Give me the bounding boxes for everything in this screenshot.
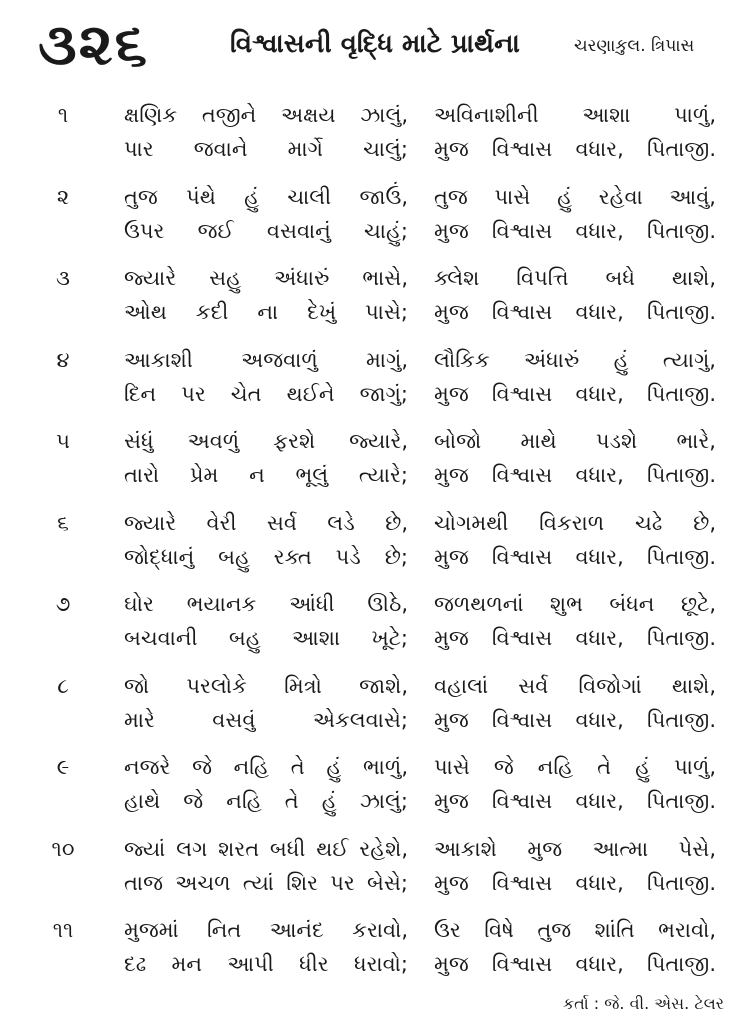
verse-line-first-half: જ્યાં લગ શરત બધી થઈ રહેશે, xyxy=(124,836,408,861)
verse-line xyxy=(0,458,750,492)
verse-line-first-half: જ્યારે વેરી સર્વ લડે છે, xyxy=(124,510,408,535)
verse-line-first-half: ઉપર જઈ વસવાનું ચાહું; xyxy=(124,218,408,243)
verse-number: ૨ xyxy=(56,184,70,209)
verse-line-second-half: લૌકિક અંધારું હું ત્યાગું, xyxy=(434,347,716,372)
verse-line-second-half: વહાલાં સર્વ વિજોગાં થાશે, xyxy=(434,673,716,698)
verse-line-second-half: જળથળનાં શુભ બંધન છૂટે, xyxy=(434,592,716,616)
verse-line-first-half: ઓથ કદી ના દેખું પાસે; xyxy=(124,300,408,324)
verse-line xyxy=(0,587,750,621)
verse-line-first-half: ઘોર ભયાનક આંધી ઊઠે, xyxy=(124,592,408,616)
verse-line xyxy=(0,540,750,574)
verse-line xyxy=(0,947,750,981)
hymn-title: વિશ્વાસની વૃદ્ધિ માટે પ્રાર્થના xyxy=(230,29,520,59)
verse-refrain: મુજ વિશ્વાસ વધાર, પિતાજી. xyxy=(434,626,716,650)
verse-number: ૩ xyxy=(56,266,70,290)
verse-line-first-half: તારો પ્રેમ ન ભૂલું ત્યારે; xyxy=(124,463,408,487)
verse-line xyxy=(0,295,750,329)
verse-refrain: મુજ વિશ્વાસ વધાર, પિતાજી. xyxy=(434,707,716,732)
verse-line xyxy=(0,750,750,784)
verse-line-second-half: આકાશે મુજ આત્મા પેસે, xyxy=(434,836,716,861)
verse-line-first-half: દિન પર ચેત થઈને જાગું; xyxy=(124,381,408,406)
verse-number: ૧ xyxy=(57,103,69,127)
verse-line-second-half: ઉર વિષે તુજ શાંતિ ભરાવો, xyxy=(434,918,716,942)
verse-line-first-half: જો પરલોકે મિત્રો જાશે, xyxy=(124,673,408,698)
verse-line xyxy=(0,343,750,377)
verse-line-first-half: હાથે જે નહિ તે હું ઝાલું; xyxy=(124,789,408,813)
verse-line-first-half: નજરે જે નહિ તે હું ભાળું, xyxy=(124,755,408,779)
verse-line-first-half: આકાશી અજવાળું માગું, xyxy=(124,347,408,372)
verse xyxy=(0,261,750,343)
verse-line xyxy=(0,913,750,947)
verse-number: ૪ xyxy=(56,347,70,372)
hymn-tune: ચરણાકુલ. ત્રિપાસ xyxy=(574,36,695,56)
verse-line-first-half: મુજમાં નિત આનંદ કરાવો, xyxy=(124,918,408,942)
hymn-number: ૩૨૬ xyxy=(38,10,150,78)
verse-line-second-half: ક્લેશ વિપત્તિ બધે થાશે, xyxy=(434,266,716,290)
verse-line-second-half: બોજો માથે પડશે ભારે, xyxy=(434,429,716,453)
verse-line-first-half: ક્ષણિક તજીને અક્ષય ઝાલું, xyxy=(124,103,408,127)
verse-line-first-half: જ્યારે સહુ અંધારું ભાસે, xyxy=(124,266,408,290)
verse-number: ૫ xyxy=(56,429,70,453)
verse-number: ૧૦ xyxy=(51,836,75,861)
verse-line xyxy=(0,98,750,132)
verse-line xyxy=(0,261,750,295)
verse xyxy=(0,424,750,506)
verse-line-first-half: તુજ પંથે હું ચાલી જાઉં, xyxy=(124,184,408,209)
verse-line xyxy=(0,180,750,214)
verse-number: ૭ xyxy=(55,592,71,616)
verse xyxy=(0,832,750,914)
hymn-header xyxy=(0,0,750,90)
verse-refrain: મુજ વિશ્વાસ વધાર, પિતાજી. xyxy=(434,218,716,243)
verses-list xyxy=(0,98,750,995)
verse-line-first-half: બચવાની બહુ આશા ખૂટે; xyxy=(124,626,408,650)
verse xyxy=(0,587,750,669)
verse-line xyxy=(0,214,750,248)
verse-line xyxy=(0,866,750,900)
verse-refrain: મુજ વિશ્વાસ વધાર, પિતાજી. xyxy=(434,952,716,976)
verse xyxy=(0,669,750,751)
verse xyxy=(0,98,750,180)
verse xyxy=(0,180,750,262)
verse-number: ૮ xyxy=(57,673,69,698)
verse-line-second-half: ચોગમથી વિકરાળ ચઢે છે, xyxy=(434,510,716,535)
verse-line-second-half: તુજ પાસે હું રહેવા આવું, xyxy=(434,184,716,209)
verse-line xyxy=(0,377,750,411)
verse-refrain: મુજ વિશ્વાસ વધાર, પિતાજી. xyxy=(434,463,716,487)
verse-refrain: મુજ વિશ્વાસ વધાર, પિતાજી. xyxy=(434,870,716,895)
verse xyxy=(0,750,750,832)
verse-line-second-half: અવિનાશીની આશા પાળું, xyxy=(434,103,716,127)
verse-refrain: મુજ વિશ્વાસ વધાર, પિતાજી. xyxy=(434,789,716,813)
verse-line-first-half: જોદ્ધાનું બહુ રક્ત પડે છે; xyxy=(124,544,408,569)
verse-line xyxy=(0,669,750,703)
verse-line-second-half: પાસે જે નહિ તે હું પાળું, xyxy=(434,755,716,779)
verse-line xyxy=(0,506,750,540)
verse-number: ૧૧ xyxy=(52,918,74,942)
verse-number: ૬ xyxy=(57,510,69,535)
verse-line xyxy=(0,621,750,655)
verse-refrain: મુજ વિશ્વાસ વધાર, પિતાજી. xyxy=(434,300,716,324)
verse-line xyxy=(0,703,750,737)
author-credit: કર્તા : જે. વી. એસ. ટેલર xyxy=(562,994,724,1013)
verse-refrain: મુજ વિશ્વાસ વધાર, પિતાજી. xyxy=(434,137,716,161)
verse-line-first-half: સંધું અવળું ફરશે જ્યારે, xyxy=(124,429,408,453)
verse-number: ૯ xyxy=(56,755,70,779)
verse xyxy=(0,343,750,425)
verse-line-first-half: દઢ મન આપી ધીર ધરાવો; xyxy=(124,952,408,976)
verse-line xyxy=(0,832,750,866)
verse-line-first-half: મારે વસવું એકલવાસે; xyxy=(124,707,408,732)
verse-refrain: મુજ વિશ્વાસ વધાર, પિતાજી. xyxy=(434,544,716,569)
verse xyxy=(0,506,750,588)
verse-line-first-half: તાજ અચળ ત્યાં શિર પર બેસે; xyxy=(124,870,408,895)
verse xyxy=(0,913,750,995)
verse-line xyxy=(0,132,750,166)
verse-line xyxy=(0,424,750,458)
verse-line xyxy=(0,784,750,818)
verse-refrain: મુજ વિશ્વાસ વધાર, પિતાજી. xyxy=(434,381,716,406)
verse-line-first-half: પાર જવાને માર્ગે ચાલું; xyxy=(124,137,408,161)
